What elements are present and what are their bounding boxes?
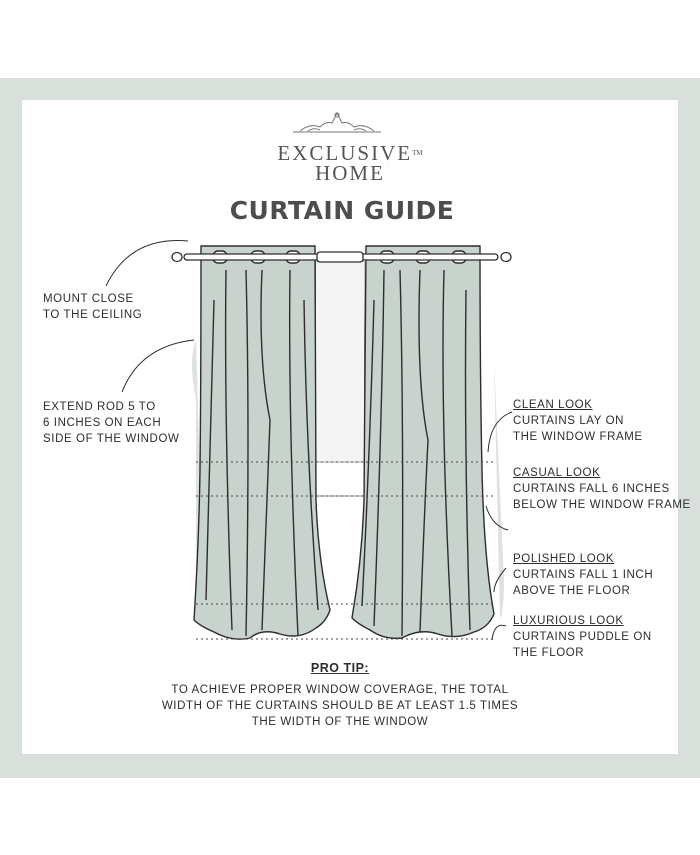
look-luxurious: LUXURIOUS LOOK CURTAINS PUDDLE ON THE FLOOR	[513, 615, 652, 659]
brand-line-1: EXCLUSIVE™	[277, 141, 423, 165]
pro-tip-text: TO ACHIEVE PROPER WINDOW COVERAGE, THE TOTAL WIDTH OF THE CURTAINS SHOULD BE AT LEAST 1.5 TIMES THE WIDTH OF THE WINDOW	[161, 684, 519, 728]
pro-tip-heading: PRO TIP:	[310, 661, 370, 675]
page-title: CURTAIN GUIDE	[229, 196, 455, 225]
brand-line-2: HOME	[315, 161, 385, 185]
right-curtain	[352, 246, 494, 638]
look-clean: CLEAN LOOK CURTAINS LAY ON THE WINDOW FRAME	[513, 399, 643, 443]
left-curtain	[194, 246, 330, 639]
note-mount-ceiling: MOUNT CLOSE TO THE CEILING	[43, 293, 143, 321]
look-casual: CASUAL LOOK CURTAINS FALL 6 INCHES BELOW THE WINDOW FRAME	[513, 467, 691, 511]
look-polished: POLISHED LOOK CURTAINS FALL 1 INCH ABOVE THE FLOOR	[513, 553, 654, 597]
curtain-shadow-right	[494, 360, 504, 620]
window	[316, 262, 364, 496]
curtain-rod	[172, 252, 511, 262]
logo-ornament	[293, 113, 381, 132]
note-extend-rod: EXTEND ROD 5 TO 6 INCHES ON EACH SIDE OF THE WINDOW	[43, 401, 180, 445]
